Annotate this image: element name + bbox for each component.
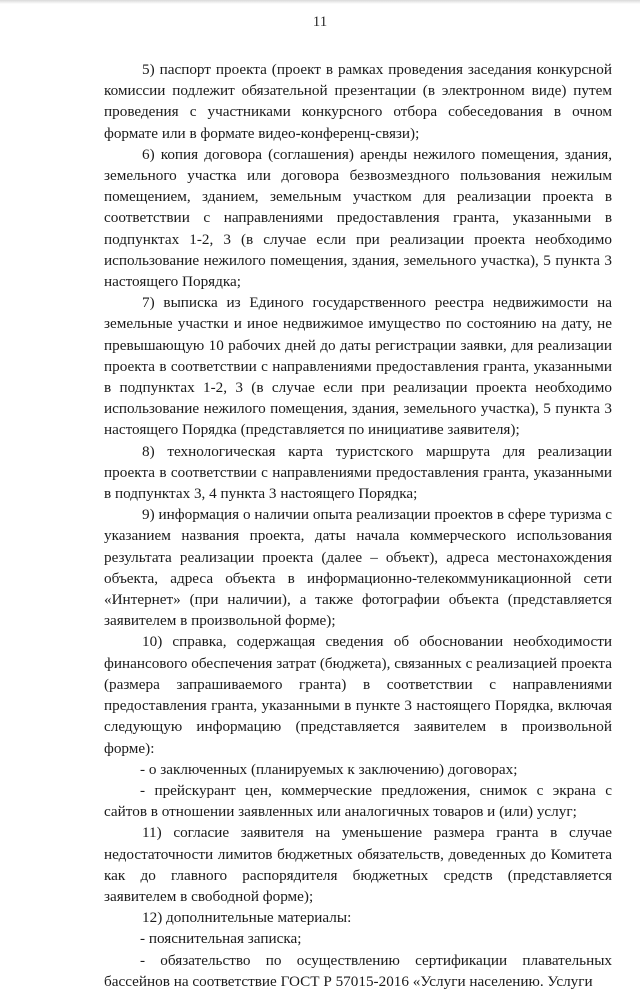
document-body [104,59,612,992]
list-item-price-list: - прейскурант цен, коммерческие предложения, снимок с экрана с сайтов в отношении заявленных или аналогичных товаров и (или) услуг; [104,781,612,821]
paragraph-item-8: 8) технологическая карта туристского маршрута для реализации проекта в соответствии с направлениями предоставления гранта, указанными в подпунктах 3, 4 пункта 3 настоящего Порядка; [104,442,612,503]
page-number: 11 [312,14,328,30]
paragraph-item-6: 6) копия договора (соглашения) аренды нежилого помещения, здания, земельного участка или договора безвозмездного пользования нежилым помещением, зданием, земельным участком для реализации проекта в соответствии с направлениями предоставления гранта, указанными в подпунктах 1-2, 3 (в случае если при реализации проекта необходимо использование нежилого помещения, здания, земельного участка), 5 пункта 3 настоящего Порядка; [104,145,612,291]
paragraph-item-10: 10) справка, содержащая сведения об обосновании необходимости финансового обеспечения затрат (бюджета), связанных с реализацией проекта (размера запрашиваемого гранта) в соответствии с направлениями предоставления гранта, указанными в пункте 3 настоящего Порядка, включая следующую информацию (представляется заявителем в произвольной форме): [104,633,612,757]
list-item-explanatory-note: - пояснительная записка; [140,930,302,948]
scan-top-edge [0,0,640,4]
paragraph-item-12: 12) дополнительные материалы: [142,909,352,927]
paragraph-item-11: 11) согласие заявителя на уменьшение размера гранта в случае недостаточности лимитов бюджетных обязательств, доведенных до Комитета как до главного распорядителя бюджетных средств (представляется заявителем в свободной форме); [104,824,612,905]
list-item-contracts: - о заключенных (планируемых к заключению) договорах; [140,760,518,778]
paragraph-item-7: 7) выписка из Единого государственного реестра недвижимости на земельные участки и иное недвижимое имущество по состоянию на дату, не превышающую 10 рабочих дней до даты регистрации заявки, для реализации проекта в соответствии с направлениями предоставления гранта, указанными в подпунктах 1-2, 3 (в случае если при реализации проекта необходимо использование нежилого помещения, здания, земельного участка), 5 пункта 3 настоящего Порядка (представляется по инициативе заявителя); [104,294,612,439]
list-item-certification-obligation: - обязательство по осуществлению сертификации плавательных бассейнов на соответствие ГОСТ Р 57015-2016 «Услуги населению. Услуги [104,951,612,990]
paragraph-item-5: 5) паспорт проекта (проект в рамках проведения заседания конкурсной комиссии подлежит обязательной презентации (в электронном виде) путем проведения с участниками конкурсного отбора собеседования в очном формате или в формате видео-конференц-связи); [104,61,612,142]
paragraph-item-9: 9) информация о наличии опыта реализации проектов в сфере туризма с указанием названия проекта, даты начала коммерческого использования результата реализации проекта (далее – объект), адреса местонахождения объекта, адреса объекта в информационно-телекоммуникационной сети «Интернет» (при наличии), а также фотографии объекта (представляется заявителем в произвольной форме); [104,506,612,630]
